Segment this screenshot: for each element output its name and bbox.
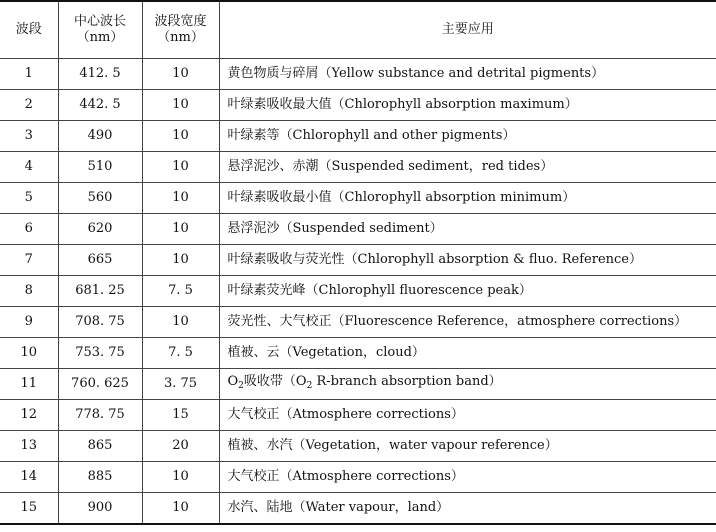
bandwidth: 10 <box>142 307 219 338</box>
header-bandwidth-label: 波段宽度 <box>154 14 207 29</box>
center-wavelength: 865 <box>58 431 142 462</box>
application: 植被、云（Vegetation，cloud） <box>219 338 716 369</box>
band-number: 9 <box>0 307 58 338</box>
table-row <box>0 214 716 245</box>
header-center-wavelength-label: 中心波长 <box>73 14 126 29</box>
application: 大气校正（Atmosphere corrections） <box>219 400 716 431</box>
band-number: 6 <box>0 214 58 245</box>
table-row <box>0 431 716 462</box>
center-wavelength: 900 <box>58 493 142 525</box>
bandwidth: 10 <box>142 462 219 493</box>
center-wavelength: 753. 75 <box>58 338 142 369</box>
application: 悬浮泥沙、赤潮（Suspended sediment，red tides） <box>219 152 716 183</box>
center-wavelength: 665 <box>58 245 142 276</box>
application: 大气校正（Atmosphere corrections） <box>219 462 716 493</box>
center-wavelength: 778. 75 <box>58 400 142 431</box>
application: 叶绿素吸收与荧光性（Chlorophyll absorption & fluo. Reference） <box>219 245 716 276</box>
application: 叶绿素吸收最大值（Chlorophyll absorption maximum） <box>219 90 716 121</box>
center-wavelength: 760. 625 <box>58 369 142 400</box>
header-application: 主要应用 <box>219 1 716 59</box>
header-bandwidth <box>142 1 219 59</box>
band-number: 3 <box>0 121 58 152</box>
center-wavelength: 490 <box>58 121 142 152</box>
table-row <box>0 307 716 338</box>
band-number: 12 <box>0 400 58 431</box>
header-row <box>0 1 716 59</box>
table-row <box>0 400 716 431</box>
table-row <box>0 276 716 307</box>
band-number: 1 <box>0 59 58 90</box>
center-wavelength: 620 <box>58 214 142 245</box>
application: 荧光性、大气校正（Fluorescence Reference，atmosphere corrections） <box>219 307 716 338</box>
bandwidth: 10 <box>142 59 219 90</box>
table-row <box>0 183 716 214</box>
bandwidth: 7. 5 <box>142 276 219 307</box>
application: 水汽、陆地（Water vapour，land） <box>219 493 716 525</box>
app-o2-text: 吸收带（O <box>243 374 307 389</box>
table-row <box>0 369 716 400</box>
band-number: 5 <box>0 183 58 214</box>
header-band: 波段 <box>0 1 58 59</box>
center-wavelength: 681. 25 <box>58 276 142 307</box>
bandwidth: 10 <box>142 121 219 152</box>
app-o2-subscript: 2 <box>238 381 244 391</box>
table-row <box>0 59 716 90</box>
band-number: 11 <box>0 369 58 400</box>
bandwidth: 10 <box>142 214 219 245</box>
application: 悬浮泥沙（Suspended sediment） <box>219 214 716 245</box>
band-number: 14 <box>0 462 58 493</box>
center-wavelength: 412. 5 <box>58 59 142 90</box>
bandwidth: 10 <box>142 183 219 214</box>
header-bandwidth-unit: （nm） <box>157 30 204 45</box>
bandwidth: 15 <box>142 400 219 431</box>
application <box>219 369 716 400</box>
bandwidth: 10 <box>142 152 219 183</box>
application: 黄色物质与碎屑（Yellow substance and detrital pigments） <box>219 59 716 90</box>
band-number: 8 <box>0 276 58 307</box>
center-wavelength: 885 <box>58 462 142 493</box>
app-o2-subscript-2: 2 <box>306 381 313 391</box>
bandwidth: 3. 75 <box>142 369 219 400</box>
table-row <box>0 245 716 276</box>
app-o2-symbol: O <box>227 374 239 389</box>
band-number: 2 <box>0 90 58 121</box>
bandwidth: 10 <box>142 493 219 525</box>
header-center-wavelength <box>58 1 142 59</box>
header-center-wavelength-unit: （nm） <box>76 30 124 45</box>
band-number: 15 <box>0 493 58 525</box>
bandwidth: 7. 5 <box>142 338 219 369</box>
band-number: 13 <box>0 431 58 462</box>
application: 叶绿素吸收最小值（Chlorophyll absorption minimum） <box>219 183 716 214</box>
app-o2-text-end: R-branch absorption band） <box>312 374 502 389</box>
application: 叶绿素等（Chlorophyll and other pigments） <box>219 121 716 152</box>
center-wavelength: 708. 75 <box>58 307 142 338</box>
bandwidth: 10 <box>142 90 219 121</box>
table-row <box>0 338 716 369</box>
center-wavelength: 560 <box>58 183 142 214</box>
application: 植被、水汽（Vegetation，water vapour reference） <box>219 431 716 462</box>
band-number: 10 <box>0 338 58 369</box>
application: 叶绿素荧光峰（Chlorophyll fluorescence peak） <box>219 276 716 307</box>
center-wavelength: 442. 5 <box>58 90 142 121</box>
bandwidth: 20 <box>142 431 219 462</box>
table-row <box>0 121 716 152</box>
table-row <box>0 493 716 525</box>
bandwidth: 10 <box>142 245 219 276</box>
band-number: 7 <box>0 245 58 276</box>
center-wavelength: 510 <box>58 152 142 183</box>
band-number: 4 <box>0 152 58 183</box>
table-row <box>0 152 716 183</box>
table-row <box>0 462 716 493</box>
table-row <box>0 90 716 121</box>
